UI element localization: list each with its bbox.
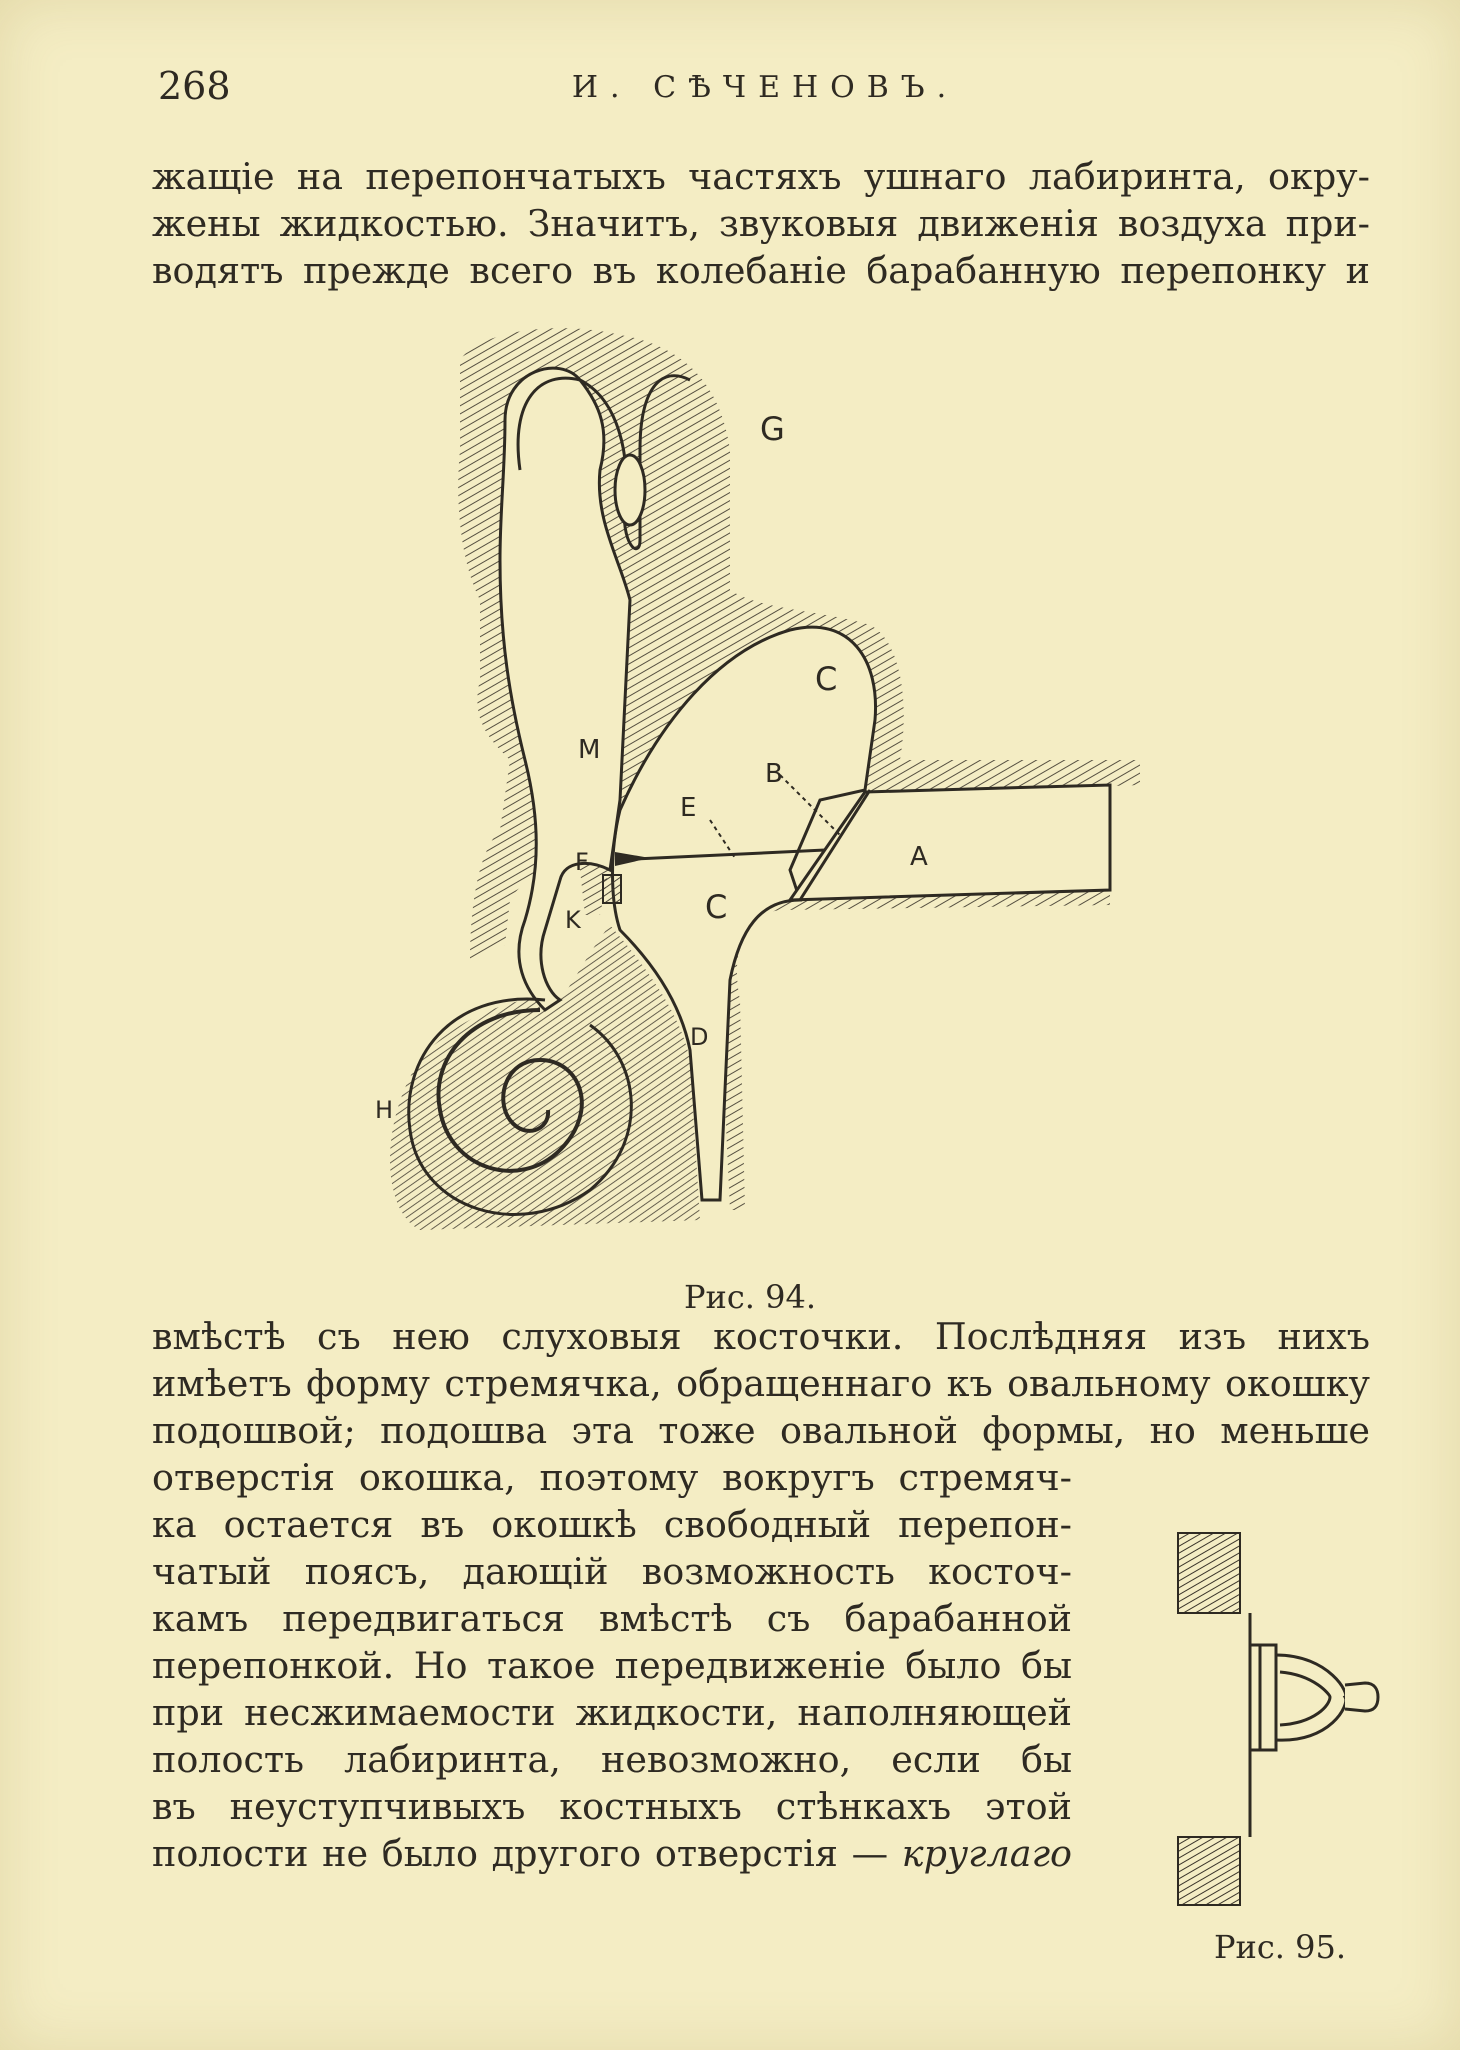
label-F: F bbox=[575, 848, 589, 876]
stapes-arch-inner bbox=[1280, 1672, 1330, 1725]
text-line: полость лабиринта, невозможно, если бы bbox=[152, 1738, 1072, 1781]
canal-loop-inner bbox=[615, 455, 645, 525]
stapes-footplate bbox=[1260, 1645, 1276, 1750]
text-line: ка остается въ окошкѣ свободный перепон- bbox=[152, 1503, 1072, 1546]
label-C-top: C bbox=[815, 660, 838, 698]
text-line: водятъ прежде всего въ колебаніе барабанную перепонку и bbox=[152, 249, 1370, 292]
figure-95-stapes-diagram bbox=[1160, 1515, 1380, 1915]
upper-wall-block bbox=[1178, 1533, 1240, 1613]
text-line-last bbox=[152, 1830, 1072, 1877]
page-number: 268 bbox=[158, 64, 231, 108]
text-line: вмѣстѣ съ нею слуховыя косточки. Послѣдняя изъ нихъ bbox=[152, 1315, 1370, 1358]
stapes-head bbox=[1345, 1683, 1378, 1711]
text-line: подошвой; подошва эта тоже овальной формы, но меньше bbox=[152, 1409, 1370, 1452]
text-line: въ неуступчивыхъ костныхъ стѣнкахъ этой bbox=[152, 1785, 1072, 1828]
label-E: E bbox=[680, 793, 697, 823]
text-line: при несжимаемости жидкости, наполняющей bbox=[152, 1691, 1072, 1734]
text-line: имѣетъ форму стремячка, обращеннаго къ овальному окошку bbox=[152, 1362, 1370, 1405]
running-head: И. СѢЧЕНОВЪ. bbox=[571, 70, 959, 105]
text-line: жены жидкостью. Значитъ, звуковыя движенія воздуха при- bbox=[152, 202, 1370, 245]
paragraph-2 bbox=[152, 1313, 1370, 1454]
label-A: A bbox=[910, 842, 928, 872]
stapes-arch bbox=[1276, 1655, 1346, 1740]
last-line-text: полости не было другого отверстія — bbox=[152, 1832, 889, 1875]
figure-95-caption: Рис. 95. bbox=[1213, 1928, 1346, 1966]
last-line-italic: круглаго bbox=[901, 1832, 1072, 1875]
label-C-bottom: C bbox=[705, 888, 728, 926]
label-D: D bbox=[690, 1023, 709, 1051]
label-K: K bbox=[565, 906, 581, 934]
label-G: G bbox=[760, 410, 785, 448]
label-H: H bbox=[375, 1096, 394, 1124]
oval-window-block bbox=[603, 875, 621, 903]
paragraph-3 bbox=[152, 1454, 1072, 1877]
text-line: перепонкой. Но такое передвиженіе было бы bbox=[152, 1644, 1072, 1687]
text-line: камъ передвигаться вмѣстѣ съ барабанной bbox=[152, 1597, 1072, 1640]
label-M: M bbox=[578, 735, 601, 765]
lower-wall-block bbox=[1178, 1837, 1240, 1905]
text-line: чатый поясъ, дающій возможность косточ- bbox=[152, 1550, 1072, 1593]
text-line: жащіе на перепончатыхъ частяхъ ушнаго лабиринта, окру- bbox=[152, 155, 1370, 198]
label-B: B bbox=[765, 759, 783, 789]
figure-94-caption: Рис. 94. bbox=[683, 1278, 816, 1316]
text-line: отверстія окошка, поэтому вокругъ стремяч- bbox=[152, 1456, 1072, 1499]
